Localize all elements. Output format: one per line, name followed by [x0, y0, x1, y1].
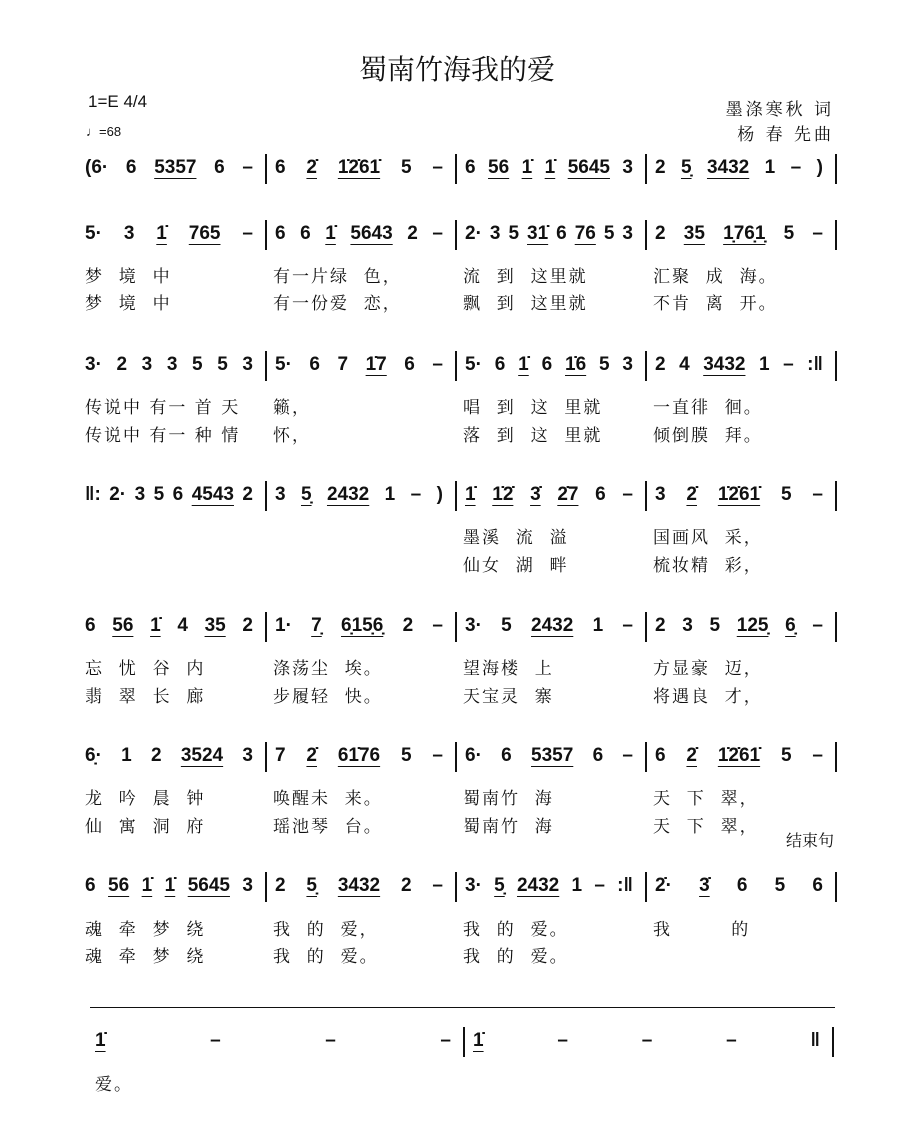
note-group: 5: [153, 484, 165, 505]
note-group: 2̇7: [557, 484, 579, 505]
measure: [85, 484, 253, 506]
note-group: 2: [407, 223, 418, 244]
barline: [265, 872, 267, 902]
note-group: 2: [655, 615, 666, 636]
note-group: 3: [622, 223, 633, 244]
barline: [645, 481, 647, 511]
note-group: 5: [783, 223, 795, 244]
lyric-text: 龙 吟 晨 钟: [85, 789, 206, 809]
note-group: –: [432, 875, 443, 896]
key-signature: 1=E 4/4: [88, 92, 148, 111]
lyric-text: 忘 忧 谷 内: [85, 659, 206, 679]
note-group: 3: [682, 615, 693, 636]
measure: [85, 745, 253, 767]
lyric-text: 仙女 湖 畔: [463, 556, 569, 576]
note-group: 6: [812, 875, 823, 896]
note-group: 6: [541, 354, 553, 375]
note-group: –: [812, 615, 823, 636]
note-group: :‖: [617, 875, 633, 896]
note-group: 3: [242, 875, 253, 896]
barline: [832, 1027, 834, 1057]
note-group: 3: [242, 745, 253, 766]
measure: [275, 615, 443, 637]
note-group: 6: [592, 745, 604, 766]
barline: [645, 351, 647, 381]
measure: [275, 157, 443, 179]
note-group: 6: [556, 223, 567, 244]
lyric-text: 我 的 爱。: [273, 947, 379, 967]
note-group: 3̇: [699, 875, 710, 896]
note-group: 6: [595, 484, 606, 505]
barline: [265, 220, 267, 250]
note-group: 125̣: [736, 615, 769, 636]
measure: [655, 157, 823, 179]
measure: [465, 615, 633, 637]
note-group: –: [210, 1030, 221, 1051]
note-group: 4: [177, 615, 188, 636]
note-group: 5: [192, 354, 203, 375]
note-group: 5357: [531, 745, 574, 766]
note-group: –: [432, 354, 443, 375]
lyric-text: 墨溪 流 溢: [463, 528, 569, 548]
note-group: 6̣: [785, 615, 796, 636]
measure: [655, 484, 823, 506]
note-group: 6: [85, 615, 96, 636]
barline: [455, 742, 457, 772]
note-group: 7̣: [311, 615, 322, 636]
note-group: 56: [108, 875, 130, 896]
lyric-text: 仙 寓 洞 府: [85, 817, 206, 837]
note-group: 1̇: [141, 875, 153, 896]
note-group: 6: [736, 875, 748, 896]
note-group: 6: [275, 157, 286, 178]
note-group: 2: [655, 223, 666, 244]
note-group: 3·: [465, 875, 482, 896]
measure: [85, 354, 253, 376]
note-group: 5: [400, 745, 412, 766]
note-group: 3: [622, 157, 633, 178]
note-group: 35: [683, 223, 705, 244]
barline: [455, 481, 457, 511]
note-group: 1̇2̇: [492, 484, 514, 505]
note-group: 1̇2̇61̇: [337, 157, 381, 178]
note-group: 3: [489, 223, 501, 244]
lyric-text: 蜀南竹 海: [463, 789, 554, 809]
note-group: 2: [655, 354, 666, 375]
barline: [835, 220, 837, 250]
note-group: 6: [501, 745, 512, 766]
measure: [465, 223, 633, 245]
ending-label: 结束句: [785, 833, 834, 850]
note-group: 5·: [85, 223, 102, 244]
note-group: 1̇: [325, 223, 336, 244]
note-group: 3: [622, 354, 633, 375]
note-group: 2̇: [306, 157, 317, 178]
lyric-text: 天 下 翠，: [653, 817, 759, 837]
note-group: 5·: [275, 354, 292, 375]
barline: [835, 612, 837, 642]
lyric-text: 魂 牵 梦 绕: [85, 920, 206, 940]
barline: [645, 612, 647, 642]
measure: [275, 223, 443, 245]
note-group: 3: [134, 484, 146, 505]
lyric-text: 倾倒膜 拜。: [653, 426, 763, 446]
note-group: 2432: [516, 875, 560, 896]
note-group: –: [242, 223, 253, 244]
note-group: 3432: [337, 875, 381, 896]
lyric-text: 我 的 爱。: [463, 920, 569, 940]
barline: [265, 351, 267, 381]
note-group: 2·: [465, 223, 482, 244]
lyric-text: 翡 翠 长 廊: [85, 687, 206, 707]
note-group: 765: [188, 223, 221, 244]
note-group: –: [557, 1030, 568, 1051]
lyric-text: 将遇良 才，: [653, 687, 763, 707]
lyric-text: 飘 到 这里就: [463, 294, 588, 314]
note-group: 2: [400, 875, 412, 896]
note-group: 2·: [109, 484, 127, 505]
note-group: 31̇: [527, 223, 549, 244]
measure: [655, 745, 823, 767]
barline: [835, 742, 837, 772]
note-group: 5: [501, 615, 512, 636]
note-group: 1̇2̇61̇: [717, 745, 761, 766]
note-group: 3: [166, 354, 178, 375]
note-group: 2: [655, 157, 666, 178]
measure: [275, 875, 443, 897]
note-group: 1̇: [95, 1030, 106, 1051]
barline: [455, 154, 457, 184]
note-group: –: [325, 1030, 336, 1051]
lyric-text: 步履轻 快。: [273, 687, 383, 707]
note-group: 3: [123, 223, 135, 244]
note-group: 3: [242, 354, 253, 375]
note-group: ): [436, 484, 443, 505]
note-group: 4: [679, 354, 690, 375]
note-group: 2432: [531, 615, 574, 636]
measure: [85, 875, 253, 897]
note-group: 4543: [191, 484, 234, 505]
note-group: –: [790, 157, 802, 178]
note-group: 5̣: [300, 484, 312, 505]
note-group: 1̣76̣1̣: [723, 223, 766, 244]
note-group: 1̇: [164, 875, 176, 896]
lyric-text: 望海楼 上: [463, 659, 554, 679]
measure: [465, 875, 633, 897]
tempo-marking: ♩=68: [86, 124, 122, 139]
note-group: 6̣15̣6̣: [341, 615, 384, 636]
barline: [455, 220, 457, 250]
note-group: 1: [121, 745, 132, 766]
note-group: 5643: [350, 223, 393, 244]
measure: [85, 157, 253, 179]
note-group: 2: [242, 484, 253, 505]
note-group: –: [812, 745, 823, 766]
barline: [265, 481, 267, 511]
note-group: 3·: [85, 354, 102, 375]
note-group: 5: [603, 223, 615, 244]
note-group: 3̇: [530, 484, 541, 505]
note-group: 5645: [187, 875, 230, 896]
lyric-text: 天宝灵 寨: [463, 687, 554, 707]
note-group: ‖: [810, 1030, 820, 1051]
note-group: 6: [214, 157, 225, 178]
barline: [835, 872, 837, 902]
lyric-text: 蜀南竹 海: [463, 817, 554, 837]
note-group: 6·: [465, 745, 482, 766]
note-group: 2: [116, 354, 128, 375]
note-group: 5: [774, 875, 786, 896]
note-group: 3: [655, 484, 666, 505]
measure: [85, 223, 253, 245]
note-group: 6: [309, 354, 320, 375]
lyric-text: 传说中 有一 首 天: [85, 398, 241, 418]
lyric-text: 有一片绿 色，: [273, 267, 402, 287]
note-group: –: [783, 354, 794, 375]
note-group: 5: [400, 157, 412, 178]
note-group: 56: [488, 157, 510, 178]
note-group: 2: [275, 875, 286, 896]
measure: [275, 484, 443, 506]
note-group: 6: [85, 875, 96, 896]
note-group: 2̇: [686, 484, 697, 505]
measure: [85, 615, 253, 637]
note-group: 6: [275, 223, 286, 244]
measure: [465, 745, 633, 767]
note-group: 3432: [706, 157, 750, 178]
measure: [465, 484, 633, 506]
note-group: 5̣: [306, 875, 317, 896]
note-group: –: [410, 484, 422, 505]
lyric-text: 天 下 翠，: [653, 789, 759, 809]
note-group: 5357: [154, 157, 197, 178]
note-group: 1: [758, 354, 770, 375]
note-group: 3: [141, 354, 153, 375]
note-group: (6·: [85, 157, 109, 178]
lyric-text: 方显豪 迈，: [653, 659, 763, 679]
barline: [265, 154, 267, 184]
note-group: 5645: [567, 157, 610, 178]
note-group: 5: [709, 615, 721, 636]
lyric-text: 我 的 爱。: [463, 947, 569, 967]
note-group: 6: [655, 745, 666, 766]
lyric-text: 籁，: [273, 398, 311, 418]
song-title: 蜀南竹海我的爱: [358, 53, 555, 86]
note-group: 5·: [465, 354, 482, 375]
note-group: 2: [151, 745, 162, 766]
note-group: ‖:: [85, 484, 101, 505]
note-group: 3524: [180, 745, 224, 766]
note-group: –: [812, 223, 823, 244]
lyric-text: 瑶池琴 台。: [273, 817, 383, 837]
barline: [463, 1027, 465, 1057]
note-group: 5: [508, 223, 520, 244]
note-group: 1̇: [465, 484, 476, 505]
lyric-text: 涤荡尘 埃。: [273, 659, 383, 679]
lyric-text: 梳妆精 彩，: [653, 556, 763, 576]
note-group: 1̇: [156, 223, 167, 244]
lyric-text: 一直徘 徊。: [653, 398, 763, 418]
lyric-text: 落 到 这 里就: [463, 426, 603, 446]
note-group: 1̇6: [565, 354, 587, 375]
lyric-text: 汇聚 成 海。: [653, 267, 778, 287]
note-group: 1̇: [518, 354, 529, 375]
note-group: –: [641, 1030, 653, 1051]
note-group: –: [242, 157, 253, 178]
note-group: 56: [112, 615, 134, 636]
note-group: 5̣: [680, 157, 692, 178]
note-group: 2̇: [686, 745, 697, 766]
composer-credit: 杨 春 先曲: [737, 125, 834, 145]
measure: [465, 354, 633, 376]
note-group: 1: [384, 484, 396, 505]
note-group: 3: [275, 484, 286, 505]
lyric-text: 梦 境 中: [85, 294, 172, 314]
barline: [645, 742, 647, 772]
lyric-text: 传说中 有一 种 情: [85, 426, 241, 446]
measure: [655, 615, 823, 637]
lyric-text: 不肯 离 开。: [653, 294, 778, 314]
lyric-text: 怀，: [273, 426, 311, 446]
lyric-text: 唱 到 这 里就: [463, 398, 603, 418]
note-group: 76: [574, 223, 596, 244]
lyric-text: 魂 牵 梦 绕: [85, 947, 206, 967]
note-group: ): [816, 157, 823, 178]
note-group: –: [440, 1030, 451, 1051]
note-group: 5: [780, 484, 792, 505]
note-group: :‖: [807, 354, 823, 375]
note-group: 6: [494, 354, 506, 375]
lyric-text: 爱。: [95, 1075, 133, 1095]
note-group: 6̣·: [85, 745, 102, 766]
note-group: 7: [337, 354, 349, 375]
barline: [265, 742, 267, 772]
note-group: 61̇76: [337, 745, 381, 766]
note-group: 5̣: [494, 875, 505, 896]
lyric-text: 有一份爱 恋，: [273, 294, 402, 314]
note-group: 6: [125, 157, 137, 178]
lyric-text: 我 的: [653, 920, 751, 940]
note-group: 2: [402, 615, 414, 636]
measure: [655, 354, 823, 376]
note-group: –: [594, 875, 605, 896]
note-group: 1̇: [544, 157, 556, 178]
barline: [645, 872, 647, 902]
lyric-text: 唤醒未 来。: [273, 789, 383, 809]
note-group: 2̇·: [655, 875, 672, 896]
ending-bracket-line: [90, 1007, 835, 1008]
lyric-text: 国画风 采，: [653, 528, 763, 548]
note-group: 5: [217, 354, 228, 375]
note-group: 1̇: [150, 615, 161, 636]
note-group: –: [622, 615, 633, 636]
note-group: –: [432, 223, 443, 244]
note-group: 6: [404, 354, 415, 375]
note-group: 3432: [703, 354, 746, 375]
barline: [455, 351, 457, 381]
note-group: 6: [172, 484, 184, 505]
note-group: 1̇: [473, 1030, 484, 1051]
note-group: 5: [780, 745, 792, 766]
barline: [645, 220, 647, 250]
note-group: –: [812, 484, 823, 505]
note-group: –: [432, 157, 443, 178]
note-group: –: [622, 745, 633, 766]
barline: [835, 351, 837, 381]
note-group: 35: [204, 615, 226, 636]
note-group: 6: [465, 157, 476, 178]
note-group: 1: [592, 615, 604, 636]
measure: [275, 354, 443, 376]
note-group: 5: [599, 354, 610, 375]
note-group: –: [432, 745, 443, 766]
note-group: 2̇: [306, 745, 317, 766]
measure: [473, 1030, 820, 1052]
lyric-text: 流 到 这里就: [463, 267, 588, 287]
note-group: –: [622, 484, 633, 505]
measure: [465, 157, 633, 179]
note-group: 7: [275, 745, 286, 766]
barline: [835, 154, 837, 184]
note-group: 1: [571, 875, 583, 896]
note-group: 1: [764, 157, 776, 178]
note-group: 2432: [326, 484, 370, 505]
measure: [655, 875, 823, 897]
note-group: –: [432, 615, 443, 636]
note-group: 6: [300, 223, 311, 244]
note-group: 2: [242, 615, 253, 636]
barline: [645, 154, 647, 184]
measure: [275, 745, 443, 767]
note-group: 1̇7: [365, 354, 387, 375]
lyricist-credit: 墨涤寒秋 词: [725, 100, 834, 120]
measure: [95, 1030, 451, 1052]
note-group: 1̇: [521, 157, 533, 178]
lyric-text: 我 的 爱，: [273, 920, 379, 940]
note-group: 1̇2̇61̇: [717, 484, 761, 505]
barline: [455, 872, 457, 902]
lyric-text: 梦 境 中: [85, 267, 172, 287]
barline: [835, 481, 837, 511]
note-group: 1·: [275, 615, 292, 636]
measure: [655, 223, 823, 245]
note-group: –: [726, 1030, 737, 1051]
note-group: 3·: [465, 615, 482, 636]
barline: [455, 612, 457, 642]
barline: [265, 612, 267, 642]
